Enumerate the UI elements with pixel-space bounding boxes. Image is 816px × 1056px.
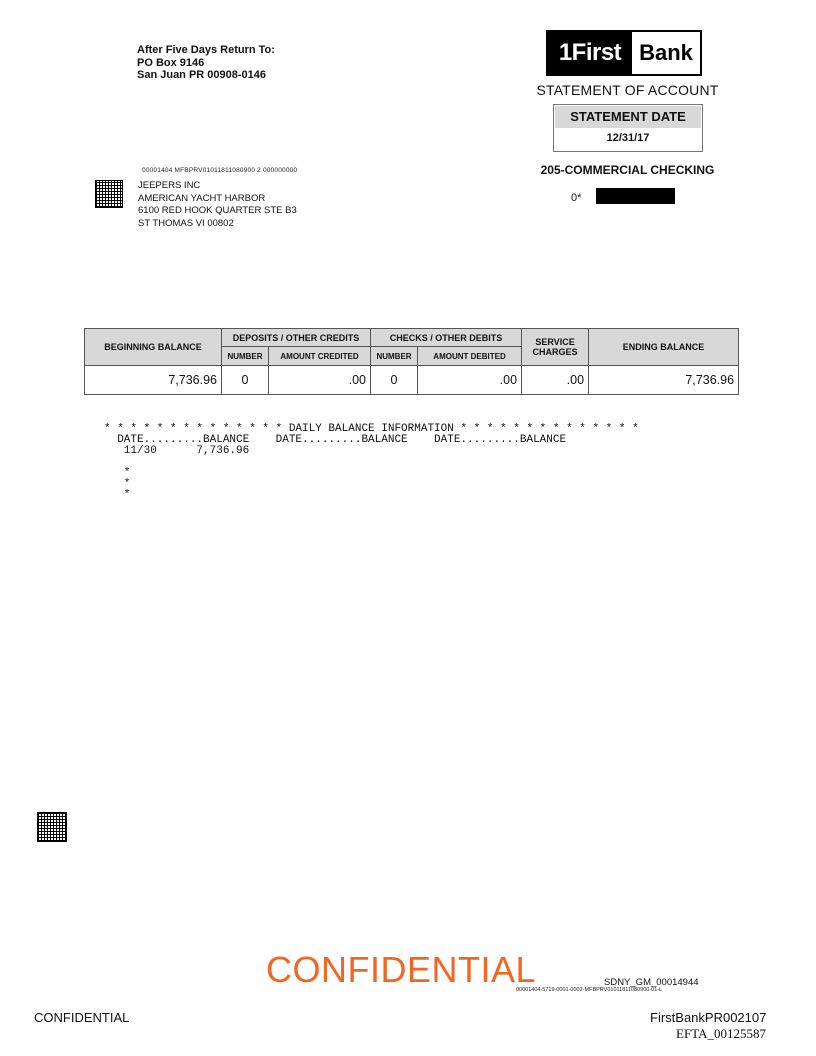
- daily-balance-star: *: [104, 467, 131, 479]
- customer-address-line: JEEPERS INC: [138, 180, 201, 191]
- account-number-prefix: 0*: [571, 192, 582, 204]
- header-amount-debited: AMOUNT DEBITED: [418, 347, 522, 366]
- redaction-box: [596, 188, 675, 204]
- daily-balance-row: 11/30 7,736.96: [104, 445, 250, 457]
- daily-balance-section: [104, 424, 639, 501]
- bates-number: FirstBankPR002107: [650, 1010, 767, 1025]
- qr-code-icon: [95, 180, 123, 208]
- mail-code: 00001404 MFBPRV01011811080900 2 000000000: [142, 167, 298, 174]
- statement-title: STATEMENT OF ACCOUNT: [536, 82, 719, 98]
- header-ending-balance: ENDING BALANCE: [589, 329, 739, 366]
- service-charges-value: .00: [522, 366, 589, 395]
- table-row: [85, 366, 739, 395]
- document-code: 00001404-5719-0001-0002-MFBPRV01011811080900-01-L: [516, 987, 663, 993]
- return-address-line: PO Box 9146: [137, 56, 205, 69]
- deposit-count-value: 0: [222, 366, 269, 395]
- daily-balance-columns: DATE.........BALANCE DATE.........BALANCE DATE.........BALANCE: [104, 434, 567, 446]
- customer-address: [138, 180, 297, 230]
- firstbank-logo: [546, 30, 702, 76]
- daily-balance-header: * * * * * * * * * * * * * * DAILY BALANCE INFORMATION * * * * * * * * * * * * * *: [104, 423, 639, 435]
- header-deposit-number: NUMBER: [222, 347, 269, 366]
- qr-code-icon: [37, 812, 67, 842]
- statement-date-box: [553, 104, 703, 152]
- check-count-value: 0: [371, 366, 418, 395]
- return-address: [137, 44, 275, 82]
- header-check-number: NUMBER: [371, 347, 418, 366]
- daily-balance-star: *: [104, 478, 131, 490]
- confidential-stamp: CONFIDENTIAL: [266, 949, 537, 990]
- ending-balance-value: 7,736.96: [589, 366, 739, 395]
- return-address-line: After Five Days Return To:: [137, 44, 275, 56]
- daily-balance-star: *: [104, 489, 131, 501]
- efta-number: EFTA_00125587: [676, 1026, 766, 1041]
- customer-address-line: ST THOMAS VI 00802: [138, 217, 234, 229]
- amount-credited-value: .00: [269, 366, 371, 395]
- header-deposits: DEPOSITS / OTHER CREDITS: [222, 329, 371, 347]
- return-address-line: San Juan PR 00908-0146: [137, 69, 267, 81]
- header-beginning-balance: BEGINNING BALANCE: [85, 329, 222, 366]
- header-amount-credited: AMOUNT CREDITED: [269, 347, 371, 366]
- logo-first: 1First: [548, 32, 632, 74]
- header-service-charges: SERVICE CHARGES: [522, 329, 589, 366]
- account-summary-table: [84, 328, 739, 395]
- customer-address-line: 6100 RED HOOK QUARTER STE B3: [138, 205, 297, 216]
- confidential-label: CONFIDENTIAL: [34, 1010, 130, 1025]
- account-type: 205-COMMERCIAL CHECKING: [540, 163, 715, 177]
- statement-date-value: 12/31/17: [606, 132, 650, 144]
- amount-debited-value: .00: [418, 366, 522, 395]
- beginning-balance-value: 7,736.96: [85, 366, 222, 395]
- statement-date-label: STATEMENT DATE: [555, 106, 701, 128]
- spacer: [104, 457, 639, 468]
- customer-address-line: AMERICAN YACHT HARBOR: [138, 192, 266, 204]
- header-checks: CHECKS / OTHER DEBITS: [371, 329, 522, 347]
- sdny-bates-number: SDNY_GM_00014944: [604, 977, 699, 988]
- logo-bank: Bank: [632, 32, 700, 74]
